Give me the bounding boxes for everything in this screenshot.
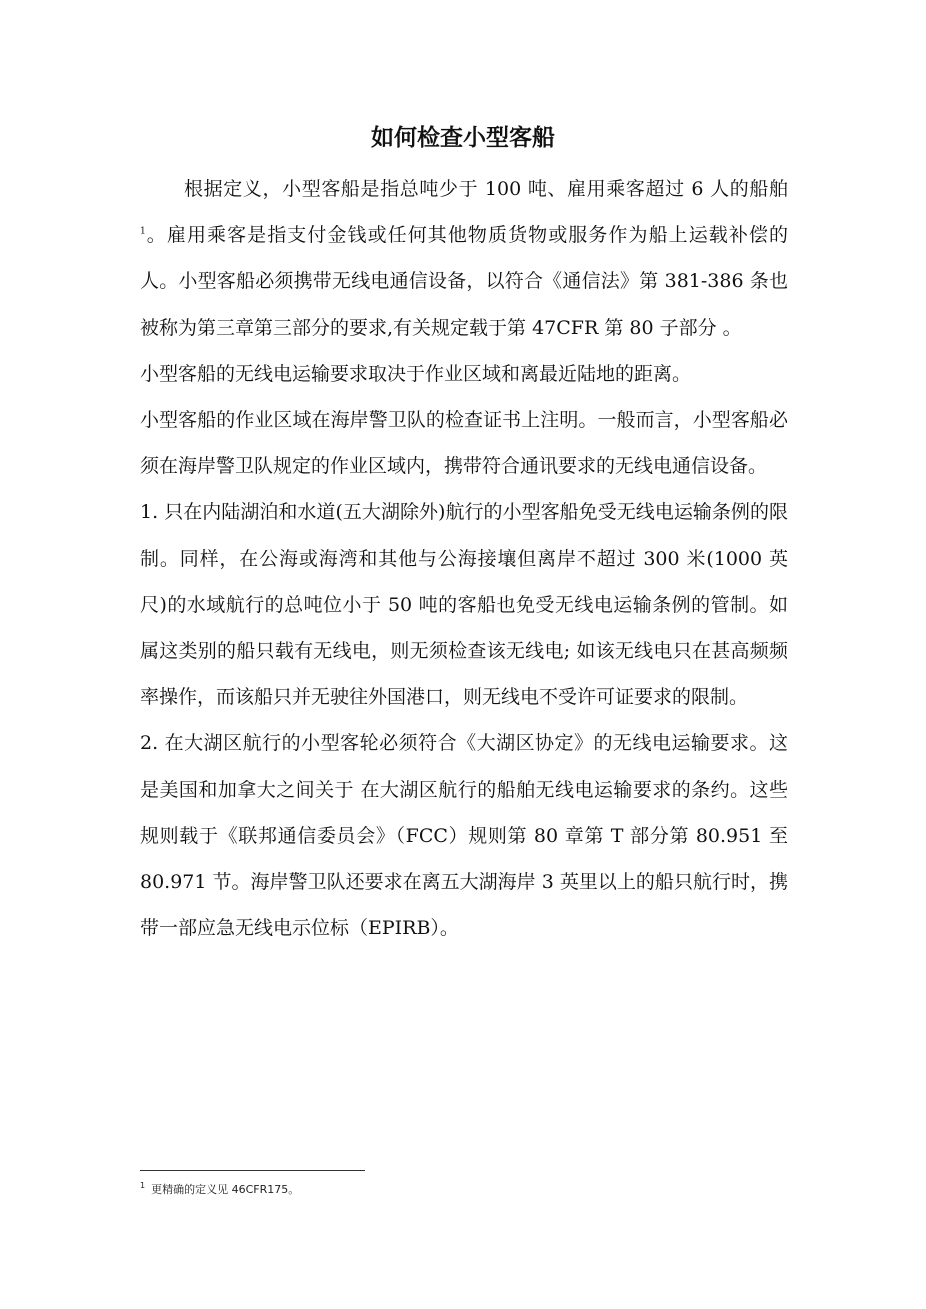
body-text [140,166,788,951]
footnote-reference[interactable]: 1 [140,226,146,237]
footnote-mark: 1 [140,1181,146,1191]
paragraph-item-2: 2. 在大湖区航行的小型客轮必须符合《大湖区协定》的无线电运输要求。这是美国和加拿大之间关于 在大湖区航行的船舶无线电运输要求的条约。这些规则载于《联邦通信委员会》（FCC）规则第 80 章第 T 部分第 80.951 至 80.971 节。海岸警卫队还要求在离五大湖海岸 3 英里以上的船只航行时，携带一部应急无线电示位标（EPIRB）。 [140,732,788,940]
paragraph-operating-area: 小型客船的作业区域在海岸警卫队的检查证书上注明。一般而言，小型客船必须在海岸警卫队规定的作业区域内，携带符合通讯要求的无线电通信设备。 [140,409,788,478]
footnote-text: 更精确的定义见 46CFR175。 [151,1183,300,1196]
paragraph-definition [140,166,788,351]
footnote [140,1181,788,1199]
paragraph-requirements: 小型客船的无线电运输要求取决于作业区域和离最近陆地的距离。 [140,362,692,385]
footnote-divider [140,1170,365,1171]
paragraph-definition-part2: 。雇用乘客是指支付金钱或任何其他物质货物或服务作为船上运载补偿的人。小型客船必须携带无线电通信设备，以符合《通信法》第 381-386 条也被称为第三章第三部分的要求,有关规定载于第 47CFR 第 80 子部分 。 [140,224,788,339]
paragraph-item-1: 1. 只在内陆湖泊和水道(五大湖除外)航行的小型客船免受无线电运输条例的限制。同样，在公海或海湾和其他与公海接壤但离岸不超过 300 米(1000 英尺)的水域航行的总吨位小于 50 吨的客船也免受无线电运输条例的管制。如属这类别的船只载有无线电，则无须检查该无线电; 如该无线电只在甚高频频率操作，而该船只并无驶往外国港口，则无线电不受许可证要求的限制。 [140,501,788,709]
page-title: 如何检查小型客船 [371,125,555,151]
paragraph-definition-part1: 根据定义，小型客船是指总吨少于 100 吨、雇用乘客超过 6 人的船舶 [184,178,788,200]
